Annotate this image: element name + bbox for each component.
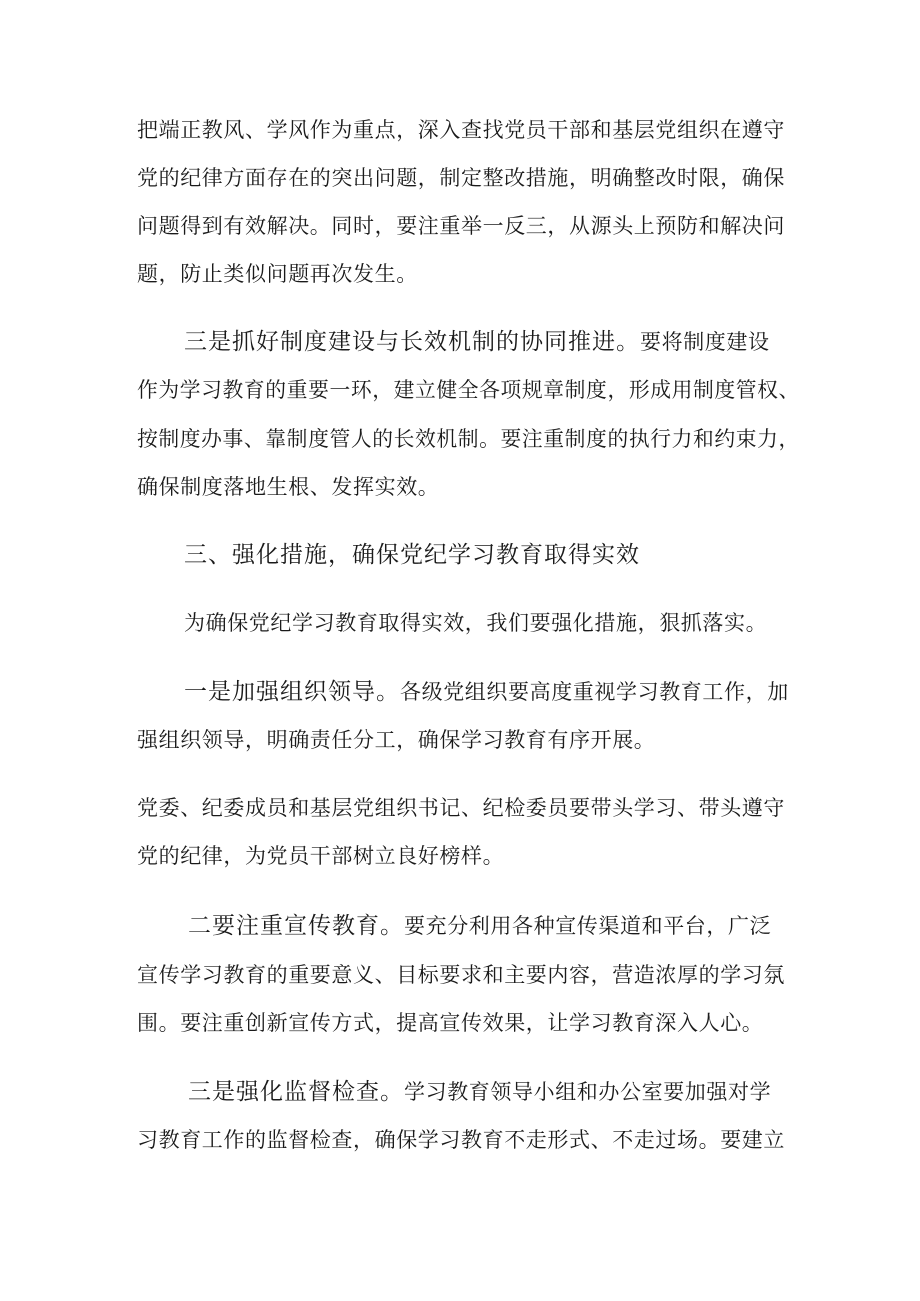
paragraph-line: 宣传学习教育的重要意义、目标要求和主要内容，营造浓厚的学习氛 xyxy=(137,963,785,987)
paragraph-first-line xyxy=(188,911,771,941)
paragraph-text: 要将制度建设 xyxy=(640,330,770,354)
paragraph-lead: 二要注重宣传教育。 xyxy=(188,913,404,939)
paragraph-line: 问题得到有效解决。同时，要注重举一反三，从源头上预防和解决问 xyxy=(137,214,785,238)
paragraph-lead: 三是抓好制度建设与长效机制的协同推进。 xyxy=(184,329,640,355)
paragraph-line: 习教育工作的监督检查，确保学习教育不走形式、不走过场。要建立 xyxy=(137,1128,785,1152)
paragraph-line: 为确保党纪学习教育取得实效，我们要强化措施，狠抓落实。 xyxy=(184,611,768,635)
paragraph-first-line xyxy=(184,327,770,357)
paragraph-line: 党委、纪委成员和基层党组织书记、纪检委员要带头学习、带头遵守 xyxy=(137,796,785,820)
paragraph-line: 确保制度落地生根、发挥实效。 xyxy=(137,475,440,499)
paragraph-line: 围。要注重创新宣传方式，提高宣传效果，让学习教育深入人心。 xyxy=(137,1011,764,1035)
paragraph-first-line xyxy=(188,1077,771,1107)
paragraph-line: 作为学习教育的重要一环，建立健全各项规章制度，形成用制度管权、 xyxy=(137,378,800,402)
section-heading: 三、强化措施，确保党纪学习教育取得实效 xyxy=(184,542,640,568)
paragraph-line: 按制度办事、靠制度管人的长效机制。要注重制度的执行力和约束力， xyxy=(137,427,800,451)
paragraph-line: 党的纪律，为党员干部树立良好榜样。 xyxy=(137,844,505,868)
paragraph-line: 把端正教风、学风作为重点，深入查找党员干部和基层党组织在遵守 xyxy=(137,118,785,142)
paragraph-first-line xyxy=(184,677,789,707)
paragraph-text: 各级党组织要高度重视学习教育工作，加 xyxy=(400,680,789,704)
paragraph-lead: 三是强化监督检查。 xyxy=(188,1079,404,1105)
paragraph-text: 要充分利用各种宣传渠道和平台，广泛 xyxy=(404,914,772,938)
paragraph-line: 党的纪律方面存在的突出问题，制定整改措施，明确整改时限，确保 xyxy=(137,166,785,190)
paragraph-text: 学习教育领导小组和办公室要加强对学 xyxy=(404,1080,772,1104)
paragraph-lead: 一是加强组织领导。 xyxy=(184,679,400,705)
paragraph-line: 强组织领导，明确责任分工，确保学习教育有序开展。 xyxy=(137,728,656,752)
paragraph-line: 题，防止类似问题再次发生。 xyxy=(137,262,418,286)
